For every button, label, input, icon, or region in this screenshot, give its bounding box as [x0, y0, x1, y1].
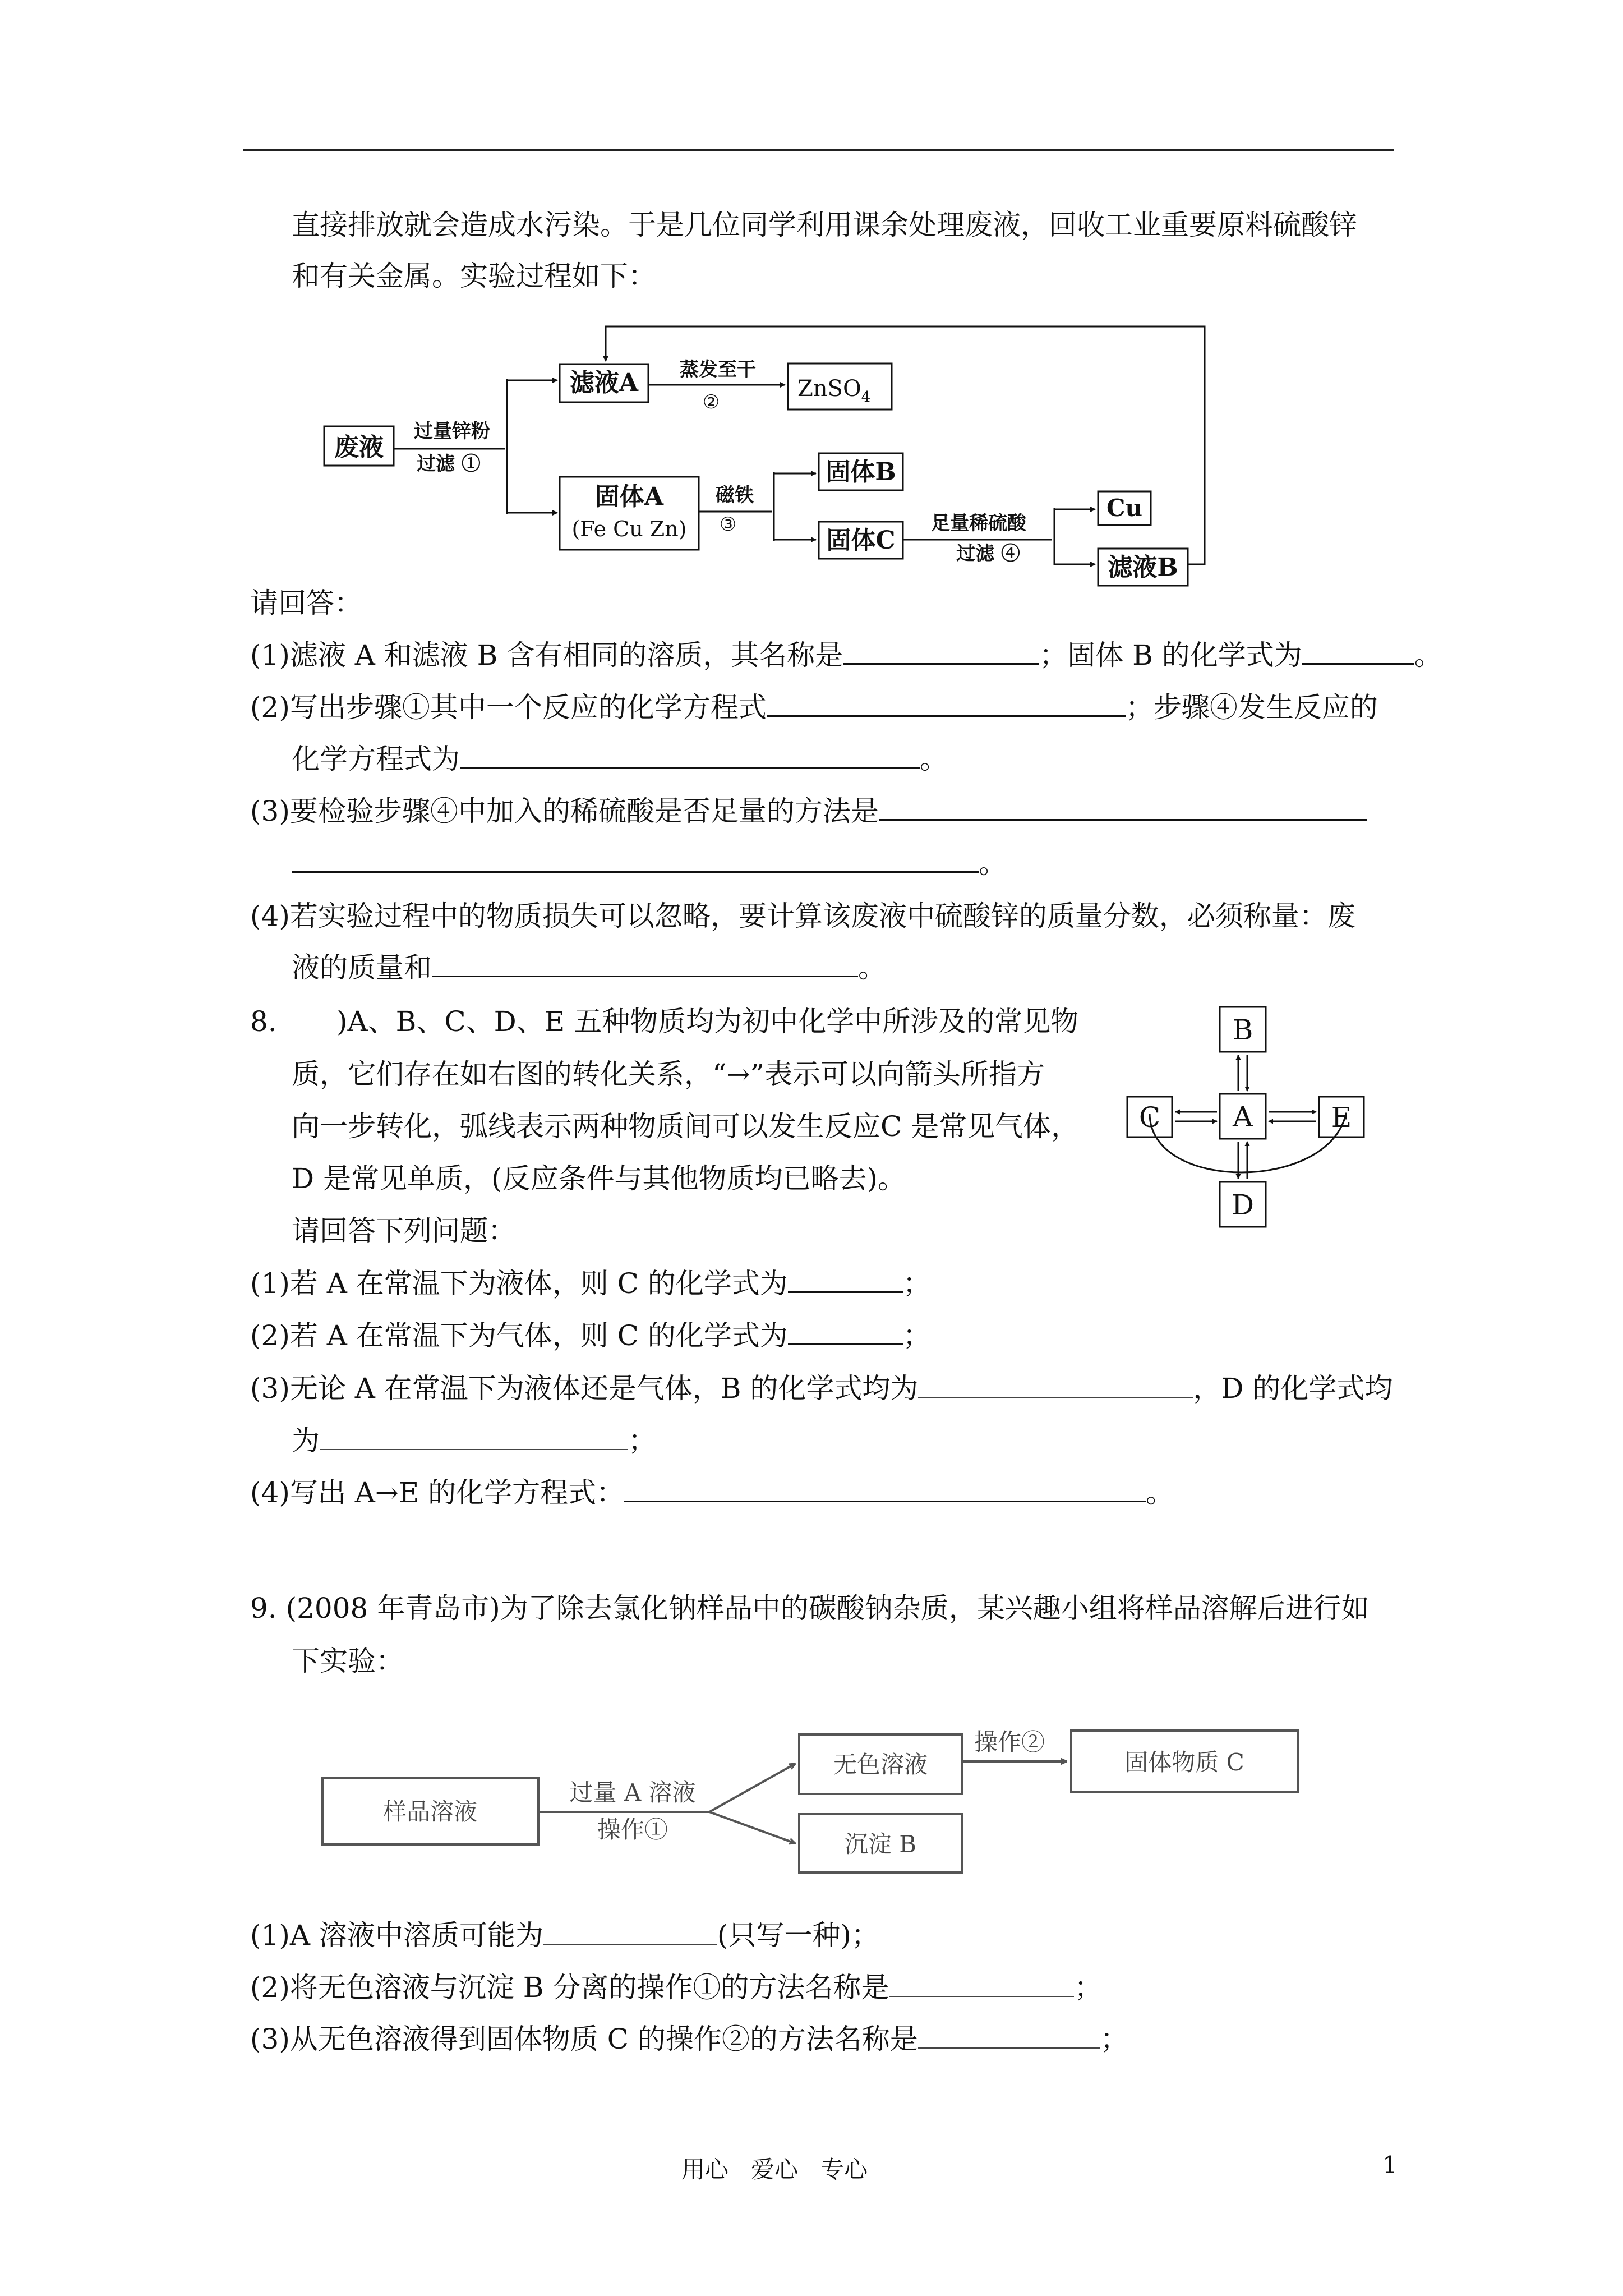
- q7-part3-blank-a[interactable]: [879, 792, 1367, 821]
- step2-number: ②: [702, 391, 720, 413]
- znso4-label: ZnSO$_4$: [797, 376, 871, 406]
- filtrate-b-label: 滤液B: [1108, 553, 1178, 582]
- q8-part3-cont: 为 ；: [292, 1421, 656, 1460]
- operation2-label: 操作②: [974, 1728, 1045, 1756]
- q8-line-1: )A、B、C、D、E 五种物质均为初中化学中所涉及的常见物: [336, 1005, 1079, 1038]
- q8-part2-blank[interactable]: [788, 1317, 903, 1345]
- q9-part3-blank[interactable]: [918, 2021, 1100, 2049]
- label-e: E: [1331, 1101, 1352, 1134]
- q8-part1: (1)若 A 在常温下为液体，则 C 的化学式为 ；: [250, 1264, 931, 1303]
- waste-processing-flowchart: [0, 0, 1623, 606]
- footer-motto: 用心 爱心 专心: [681, 2156, 868, 2183]
- q8-line-5: 请回答下列问题：: [292, 1214, 516, 1247]
- solid-c-label: 固体物质 C: [1124, 1749, 1244, 1776]
- cu-label: Cu: [1106, 494, 1142, 522]
- intro-line-1: 直接排放就会造成水污染。于是几位同学利用课余处理废液，回收工业重要原料硫酸锌: [292, 209, 1357, 241]
- label-d: D: [1231, 1189, 1255, 1221]
- acid-label: 足量稀硫酸: [931, 512, 1026, 535]
- label-b: B: [1232, 1014, 1253, 1046]
- solid-a-label: 固体A: [594, 482, 664, 511]
- waste-label: 废液: [334, 433, 384, 462]
- q7-part4-cont: 液的质量和 。: [292, 948, 886, 987]
- q7-part2-blank-a[interactable]: [767, 688, 1126, 717]
- q9-part3: (3)从无色溶液得到固体物质 C 的操作②的方法名称是 ；: [250, 2019, 1128, 2059]
- q7-prompt: 请回答：: [250, 587, 362, 619]
- magnet-label: 磁铁: [716, 484, 754, 507]
- q7-part1-blank-a[interactable]: [843, 636, 1039, 665]
- solid-c-label: 固体C: [826, 526, 896, 555]
- q7-part2-blank-b[interactable]: [460, 740, 920, 769]
- q7-part3: (3)要检验步骤④中加入的稀硫酸是否足量的方法是: [250, 792, 1367, 831]
- step3-number: ③: [719, 513, 737, 536]
- conversion-relation-diagram: [1116, 996, 1385, 1254]
- q9-part2: (2)将无色溶液与沉淀 B 分离的操作①的方法名称是 ；: [250, 1968, 1102, 2007]
- q9-part1-blank[interactable]: [543, 1917, 717, 1945]
- q7-part1: (1)滤液 A 和滤液 B 含有相同的溶质，其名称是 ；固体 B 的化学式为 。: [250, 636, 1442, 675]
- q8-part4-blank[interactable]: [624, 1474, 1146, 1502]
- step4-label: 过滤 ④: [956, 542, 1020, 565]
- evaporate-label: 蒸发至干: [680, 358, 756, 381]
- q7-part1-blank-b[interactable]: [1302, 636, 1414, 665]
- solid-a-composition: (Fe Cu Zn): [571, 517, 687, 541]
- precipitate-b-label: 沉淀 B: [844, 1830, 917, 1858]
- intro-line-2: 和有关金属。实验过程如下：: [292, 260, 656, 292]
- q9-line-1: 9. (2008 年青岛市)为了除去氯化钠样品中的碳酸钠杂质，某兴趣小组将样品溶解后进行如: [250, 1592, 1370, 1625]
- q8-part3-blank-a[interactable]: [918, 1370, 1193, 1398]
- solid-b-label: 固体B: [826, 458, 896, 486]
- q8-part4: (4)写出 A→E 的化学方程式： 。: [250, 1473, 1174, 1512]
- filtrate-a-label: 滤液A: [569, 369, 639, 397]
- page-number: 1: [1382, 2151, 1398, 2179]
- label-c: C: [1138, 1101, 1161, 1134]
- q8-line-4: D 是常见单质，(反应条件与其他物质均已略去)。: [292, 1162, 906, 1195]
- q8-line-2: 质，它们存在如右图的转化关系，“→”表示可以向箭头所指方: [292, 1058, 1045, 1091]
- q7-part2-cont: 化学方程式为 。: [292, 739, 948, 779]
- q9-line-2: 下实验：: [292, 1645, 404, 1677]
- q9-part1: (1)A 溶液中溶质可能为 (只写一种)；: [250, 1916, 879, 1955]
- reagent-label: 过量 A 溶液: [569, 1779, 696, 1806]
- step1-operation-label: 过滤 ①: [417, 453, 481, 475]
- q8-number: 8.: [250, 1005, 277, 1038]
- q9-part2-blank[interactable]: [889, 1969, 1074, 1997]
- q7-part3-blank-b[interactable]: [292, 844, 979, 873]
- q8-line-3: 向一步转化，弧线表示两种物质间可以发生反应C 是常见气体，: [292, 1110, 1080, 1143]
- operation1-label: 操作①: [597, 1816, 668, 1843]
- step1-reagent-label: 过量锌粉: [414, 420, 490, 443]
- q7-part2: (2)写出步骤①其中一个反应的化学方程式 ；步骤④发生反应的: [250, 688, 1378, 727]
- q7-part4: (4)若实验过程中的物质损失可以忽略，要计算该废液中硫酸锌的质量分数，必须称量：废: [250, 900, 1355, 932]
- q8-part1-blank[interactable]: [788, 1264, 903, 1293]
- purification-flowchart: [0, 1705, 1623, 1896]
- sample-label: 样品溶液: [382, 1798, 478, 1825]
- q7-part3-cont: 。: [292, 844, 1007, 883]
- q8-part3-blank-b[interactable]: [320, 1422, 628, 1450]
- q8-part3: (3)无论 A 在常温下为液体还是气体，B 的化学式均为 ，D 的化学式均: [250, 1369, 1393, 1408]
- q8-part2: (2)若 A 在常温下为气体，则 C 的化学式为 ；: [250, 1316, 931, 1355]
- colorless-solution-label: 无色溶液: [833, 1751, 928, 1778]
- label-a: A: [1232, 1101, 1253, 1133]
- q7-part4-blank[interactable]: [432, 949, 858, 977]
